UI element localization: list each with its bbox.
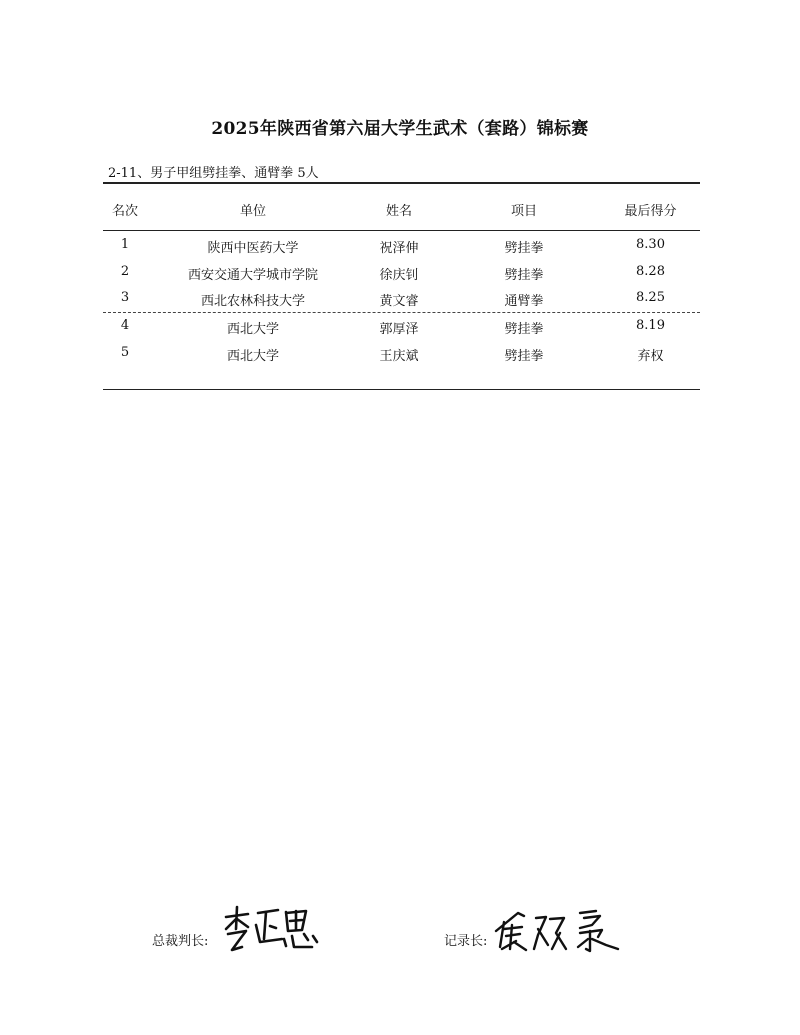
athlete-name-cell: 徐庆钊 bbox=[379, 268, 419, 283]
page-title: 2025年陕西省第六届大学生武术（套路）锦标赛 bbox=[211, 119, 589, 139]
rank-cell: 5 bbox=[120, 345, 130, 360]
event-subtitle: 2-11、男子甲组劈挂拳、通臂拳 5人 bbox=[108, 166, 319, 181]
unit-cell: 陕西中医药大学 bbox=[207, 241, 299, 256]
table-row bbox=[103, 237, 700, 257]
table-row bbox=[103, 264, 700, 284]
table-row bbox=[103, 318, 700, 338]
recorder-signature bbox=[490, 905, 630, 955]
score-cell: 8.25 bbox=[636, 290, 665, 305]
chief-referee-label: 总裁判长: bbox=[152, 934, 209, 949]
table-top-rule bbox=[103, 182, 700, 184]
event-cell: 劈挂拳 bbox=[504, 349, 544, 364]
athlete-name-cell: 郭厚泽 bbox=[379, 322, 419, 337]
rank-cell: 4 bbox=[120, 318, 130, 333]
unit-cell: 西北大学 bbox=[226, 322, 279, 337]
event-cell: 通臂拳 bbox=[504, 294, 544, 309]
header-event: 项目 bbox=[510, 204, 537, 219]
event-cell: 劈挂拳 bbox=[504, 322, 544, 337]
table-header-row bbox=[103, 200, 700, 220]
unit-cell: 西北大学 bbox=[226, 349, 279, 364]
header-rank: 名次 bbox=[111, 204, 138, 219]
athlete-name-cell: 祝泽伸 bbox=[379, 241, 419, 256]
score-cell: 8.30 bbox=[636, 237, 665, 252]
score-cell: 8.28 bbox=[636, 264, 665, 279]
athlete-name-cell: 王庆斌 bbox=[379, 349, 419, 364]
recorder-label: 记录长: bbox=[444, 934, 488, 949]
rank-cell: 1 bbox=[120, 237, 130, 252]
header-score: 最后得分 bbox=[624, 204, 677, 219]
score-cell: 8.19 bbox=[636, 318, 665, 333]
rank-cell: 2 bbox=[120, 264, 130, 279]
athlete-name-cell: 黄文睿 bbox=[379, 294, 419, 309]
qualification-dashed-divider bbox=[103, 312, 700, 313]
chief-referee-signature bbox=[220, 903, 320, 953]
header-unit: 单位 bbox=[239, 204, 266, 219]
unit-cell: 西安交通大学城市学院 bbox=[187, 268, 318, 283]
header-bottom-rule bbox=[103, 230, 700, 231]
rank-cell: 3 bbox=[120, 290, 130, 305]
score-cell: 弃权 bbox=[637, 349, 664, 364]
header-name: 姓名 bbox=[385, 204, 412, 219]
table-bottom-rule bbox=[103, 389, 700, 390]
event-cell: 劈挂拳 bbox=[504, 268, 544, 283]
event-cell: 劈挂拳 bbox=[504, 241, 544, 256]
table-row bbox=[103, 290, 700, 310]
unit-cell: 西北农林科技大学 bbox=[200, 294, 305, 309]
table-row bbox=[103, 345, 700, 365]
